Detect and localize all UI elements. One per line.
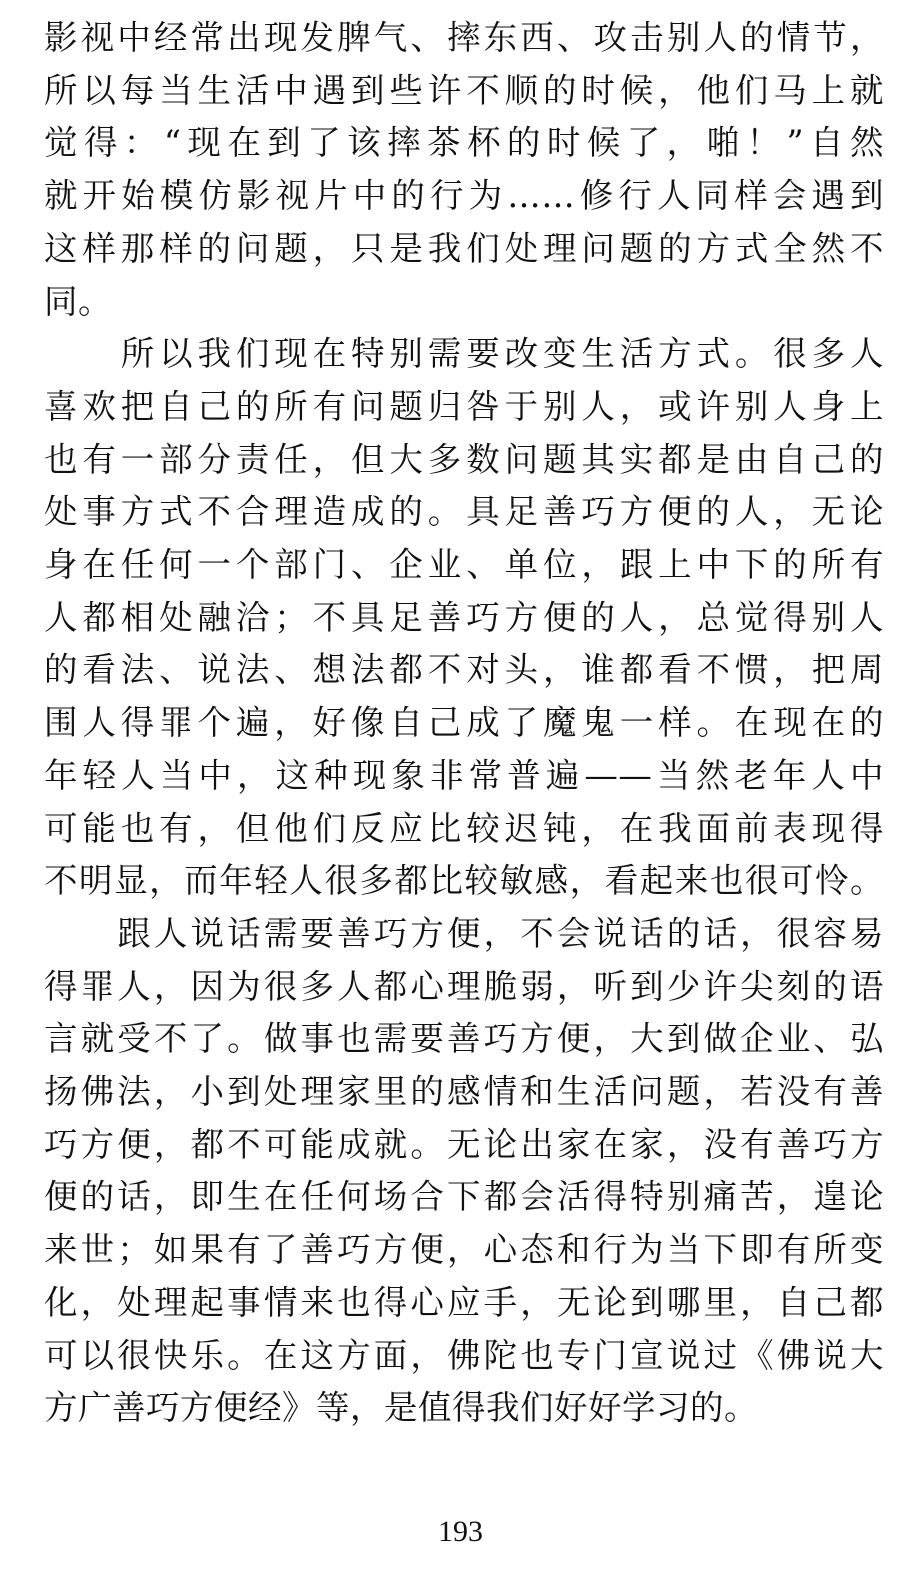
text-line: 可能也有，但他们反应比较迟钝，在我面前表现得 [44,808,884,848]
text-line: 就开始模仿影视片中的行为……修行人同样会遇到 [44,176,884,216]
paragraph-2 [44,328,884,908]
text-line: 影视中经常出现发脾气、摔东西、攻击别人的情节， [44,18,884,57]
text-line: 身在任何一个部门、企业、单位，跟上中下的所有 [44,545,884,585]
text-line: 觉得：“现在到了该摔茶杯的时候了，啪！”自然 [44,123,884,163]
text-line: 扬佛法，小到处理家里的感情和生活问题，若没有善 [44,1072,884,1112]
text-line: 便的话，即生在任何场合下都会活得特别痛苦，遑论 [44,1177,884,1217]
text-line: 也有一部分责任，但大多数问题其实都是由自己的 [44,439,884,479]
text-line: 化，处理起事情来也得心应手，无论到哪里，自己都 [44,1282,884,1322]
text-line: 方广善巧方便经》等，是值得我们好好学习的。 [44,1388,758,1428]
text-line: 处事方式不合理造成的。具足善巧方便的人，无论 [44,492,884,532]
text-line: 来世；如果有了善巧方便，心态和行为当下即有所变 [44,1230,884,1270]
text-line: 的看法、说法、想法都不对头，谁都看不惯，把周 [44,650,884,690]
paragraph-1 [44,12,884,328]
paragraph-3 [44,908,884,1435]
text-line: 可以很快乐。在这方面，佛陀也专门宣说过《佛说大 [44,1335,884,1375]
body-text [44,12,884,1435]
text-line: 喜欢把自己的所有问题归咎于别人，或许别人身上 [44,386,884,426]
text-line: 跟人说话需要善巧方便，不会说话的话，很容易 [44,913,884,953]
text-line: 年轻人当中，这种现象非常普遍——当然老年人中 [44,755,884,795]
text-line: 人都相处融洽；不具足善巧方便的人，总觉得别人 [44,597,884,637]
text-line: 巧方便，都不可能成就。无论出家在家，没有善巧方 [44,1124,884,1164]
text-line: 围人得罪个遍，好像自己成了魔鬼一样。在现在的 [44,703,884,743]
text-line: 同。 [44,281,112,321]
text-line: 所以我们现在特别需要改变生活方式。很多人 [44,334,884,374]
text-line: 这样那样的问题，只是我们处理问题的方式全然不 [44,228,884,268]
text-line: 得罪人，因为很多人都心理脆弱，听到少许尖刻的语 [44,966,884,1006]
text-line: 所以每当生活中遇到些许不顺的时候，他们马上就 [44,70,884,110]
text-line: 不明显，而年轻人很多都比较敏感，看起来也很可怜。 [44,861,884,901]
text-line: 言就受不了。做事也需要善巧方便，大到做企业、弘 [44,1019,884,1059]
page-number: 193 [438,1515,483,1548]
